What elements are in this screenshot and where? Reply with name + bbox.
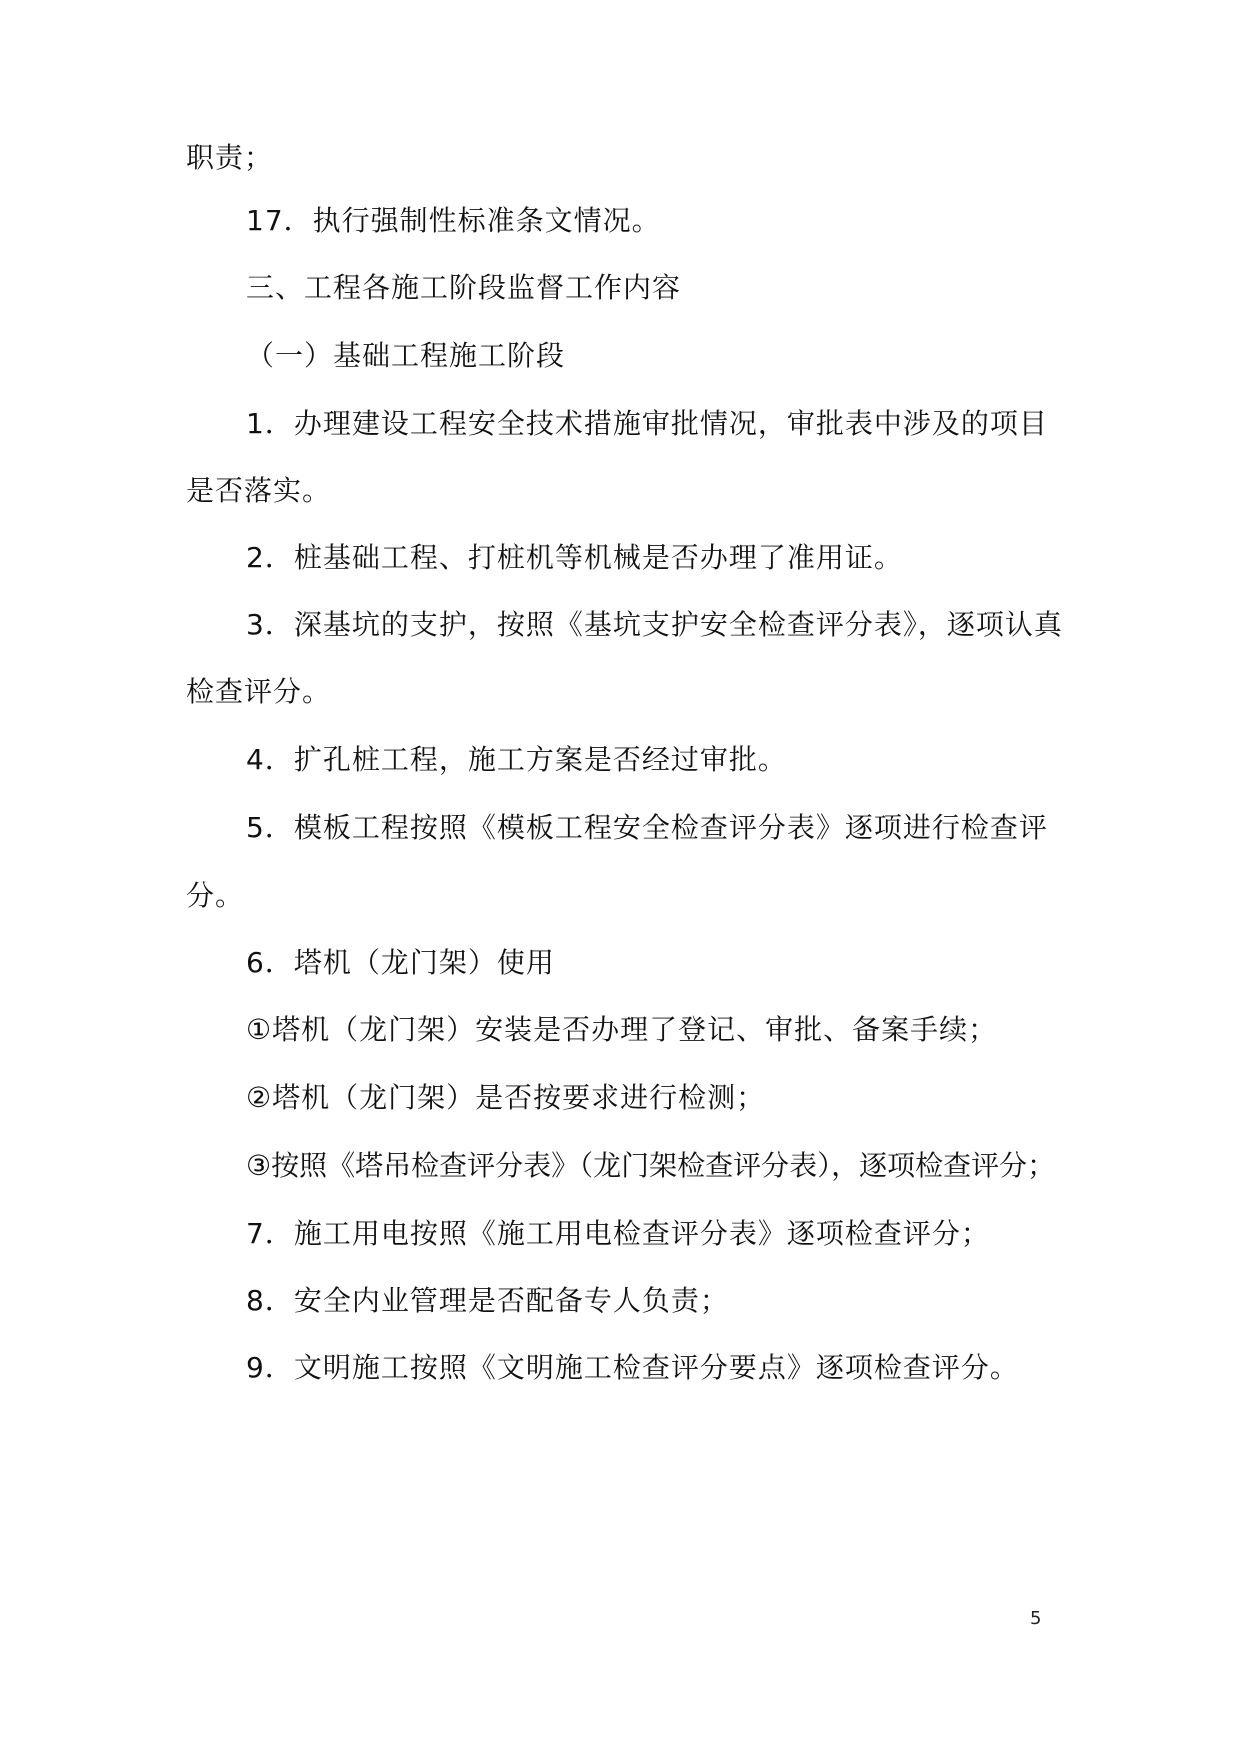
text-line: 2．桩基础工程、打桩机等机械是否办理了准用证。 xyxy=(246,541,903,574)
text-line: 17．执行强制性标准条文情况。 xyxy=(246,204,661,237)
text-line: 6．塔机（龙门架）使用 xyxy=(246,946,555,979)
section-heading: 三、工程各施工阶段监督工作内容 xyxy=(246,271,682,304)
text-line: ③按照《塔吊检查评分表》（龙门架检查评分表），逐项检查评分； xyxy=(246,1149,1056,1182)
text-line: 8．安全内业管理是否配备专人负责； xyxy=(246,1284,729,1317)
text-line: 1．办理建设工程安全技术措施审批情况，审批表中涉及的项目 xyxy=(246,407,1048,440)
text-line: 分。 xyxy=(186,879,245,912)
text-line: 职责； xyxy=(186,141,274,174)
text-line: 7．施工用电按照《施工用电检查评分表》逐项检查评分； xyxy=(246,1217,990,1250)
text-line: ②塔机（龙门架）是否按要求进行检测； xyxy=(246,1081,766,1114)
text-line: 检查评分。 xyxy=(186,675,332,708)
text-line: 3．深基坑的支护，按照《基坑支护安全检查评分表》，逐项认真 xyxy=(246,608,1063,641)
text-line: 4．扩孔桩工程，施工方案是否经过审批。 xyxy=(246,743,787,776)
text-line: 是否落实。 xyxy=(186,474,332,507)
text-line: 9．文明施工按照《文明施工检查评分要点》逐项检查评分。 xyxy=(246,1351,1019,1384)
text-line: ①塔机（龙门架）安装是否办理了登记、审批、备案手续； xyxy=(246,1013,998,1046)
text-line: 5．模板工程按照《模板工程安全检查评分表》逐项进行检查评 xyxy=(246,811,1048,844)
page-number: 5 xyxy=(1030,1608,1042,1629)
subsection-heading: （一）基础工程施工阶段 xyxy=(246,339,566,372)
